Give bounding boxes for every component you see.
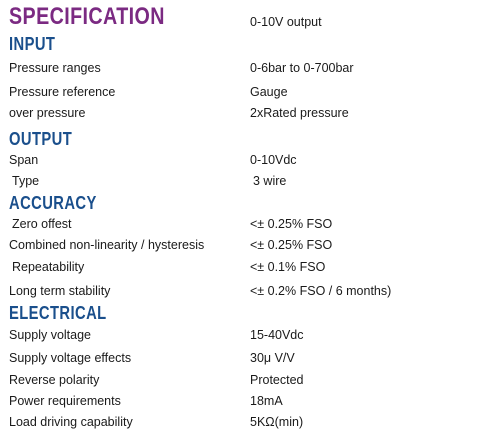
spec-label: Pressure reference [9, 85, 116, 99]
spec-label: Supply voltage effects [9, 351, 132, 365]
spec-label: Span [9, 153, 39, 167]
section-heading-output: OUTPUT [9, 129, 73, 149]
spec-label: Supply voltage [9, 328, 92, 342]
spec-value: <± 0.1% FSO [250, 260, 326, 274]
spec-value: 0-10Vdc [250, 153, 297, 167]
spec-label: Pressure ranges [9, 61, 101, 75]
spec-value: 5KΩ(min) [250, 415, 304, 429]
spec-value: Gauge [250, 85, 288, 99]
spec-label: Zero offest [12, 217, 72, 231]
section-heading-electrical: ELECTRICAL [9, 303, 107, 323]
page-title: SPECIFICATION [9, 3, 165, 30]
output-note: 0-10V output [250, 15, 322, 29]
spec-value: 3 wire [253, 174, 287, 188]
spec-value: <± 0.25% FSO [250, 238, 333, 252]
spec-label: Repeatability [12, 260, 85, 274]
spec-label: Power requirements [9, 394, 121, 408]
spec-label: Combined non-linearity / hysteresis [9, 238, 205, 252]
section-heading-input: INPUT [9, 34, 56, 54]
spec-label: Type [12, 174, 40, 188]
spec-label: Load driving capability [9, 415, 133, 429]
spec-label: Reverse polarity [9, 373, 100, 387]
spec-value: 0-6bar to 0-700bar [250, 61, 354, 75]
section-heading-accuracy: ACCURACY [9, 193, 97, 213]
spec-value: <± 0.25% FSO [250, 217, 333, 231]
spec-label: over pressure [9, 106, 86, 120]
spec-value: Protected [250, 373, 304, 387]
spec-value: 2xRated pressure [250, 106, 349, 120]
spec-value: 18mA [250, 394, 283, 408]
spec-label: Long term stability [9, 284, 111, 298]
spec-value: <± 0.2% FSO / 6 months) [250, 284, 392, 298]
spec-value: 30μ V/V [250, 351, 295, 365]
spec-value: 15-40Vdc [250, 328, 304, 342]
